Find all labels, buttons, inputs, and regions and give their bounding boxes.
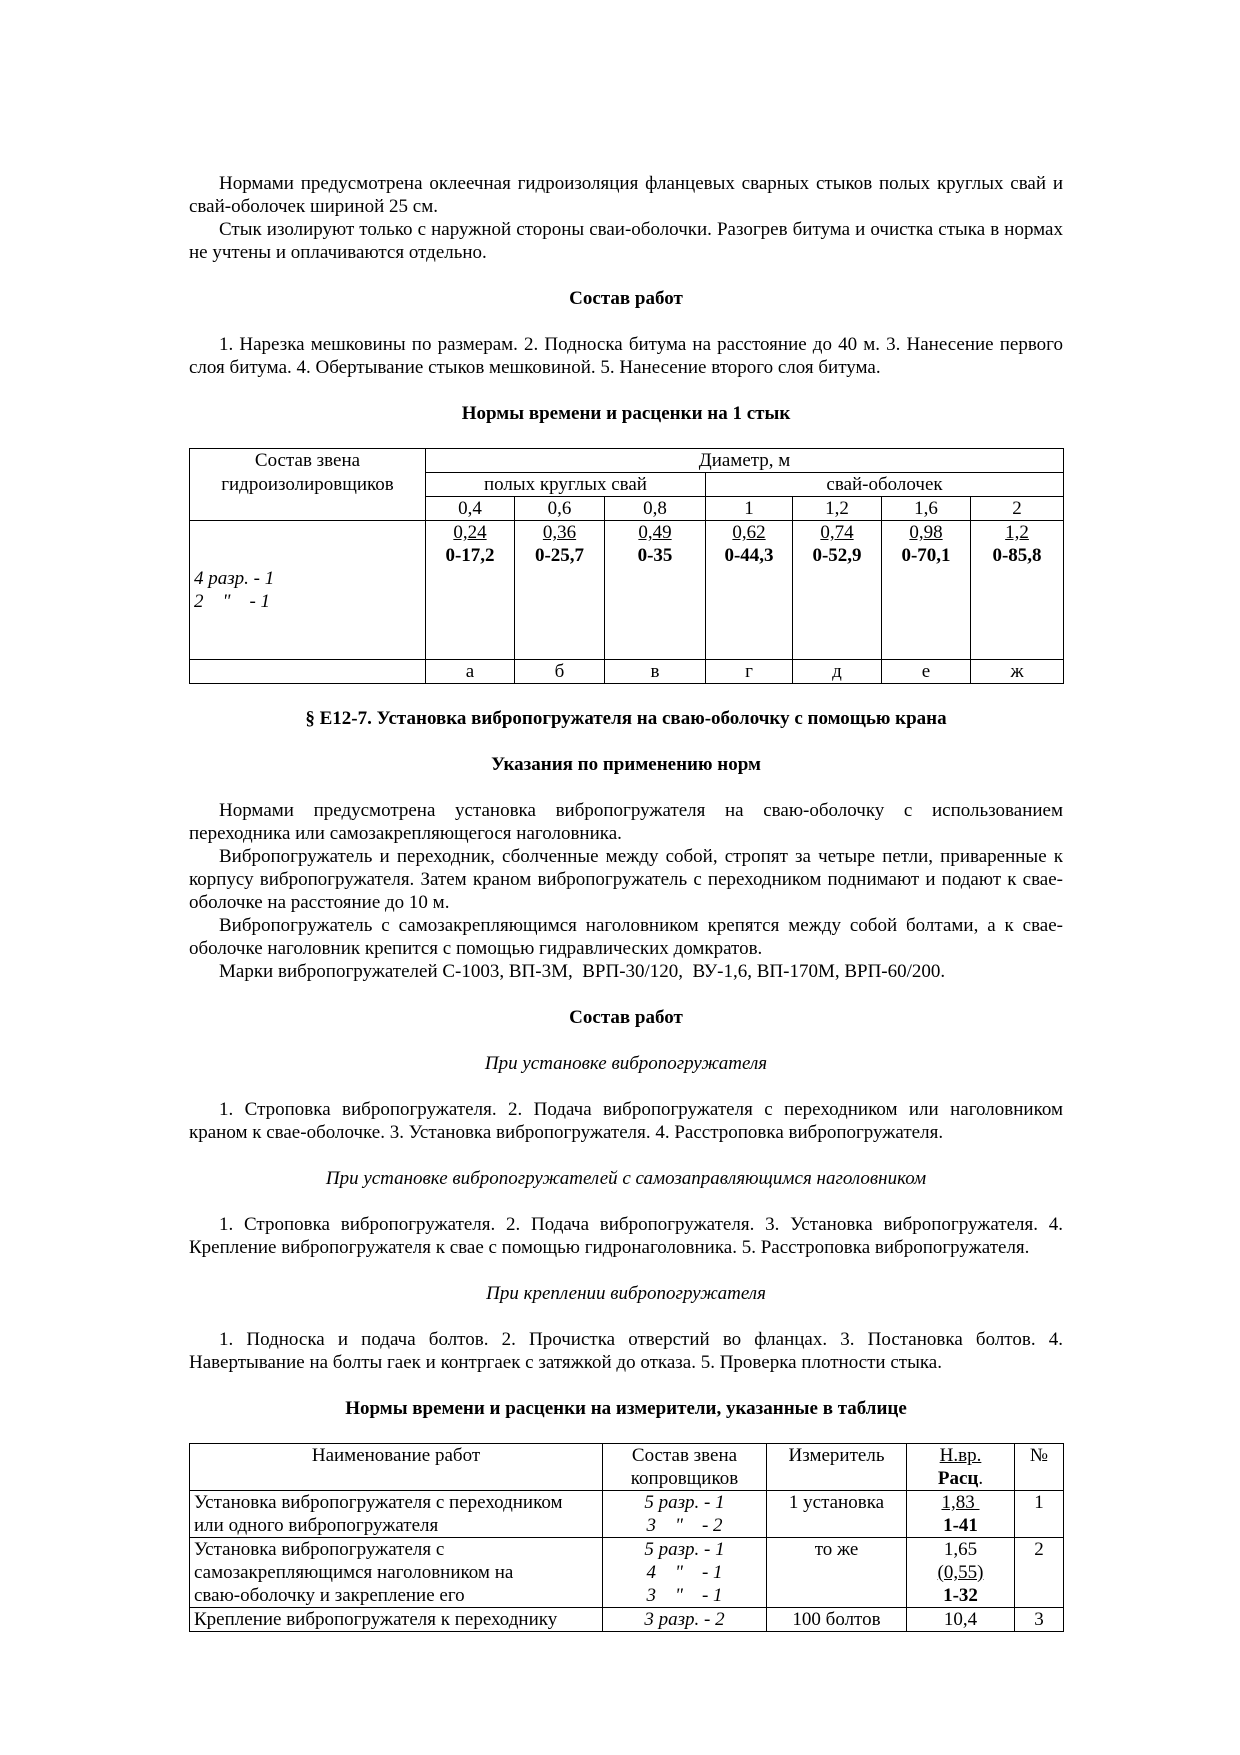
norms-heading-1: Нормы времени и расценки на 1 стык xyxy=(461,403,791,424)
guidance-paragraph: Марки вибропогружателей С-1003, ВП-3М, ВРП-30/120, ВУ-1,6, ВП-170М, ВРП-60/200. xyxy=(219,961,946,982)
diameter-cell: 1 xyxy=(706,497,793,521)
norm-cell: 0,49 0-35 xyxy=(605,521,706,660)
subheading-install: При установке вибропогружателя xyxy=(484,1053,768,1074)
diameter-cell: 0,6 xyxy=(515,497,605,521)
norm-cell: 0,62 0-44,3 xyxy=(706,521,793,660)
crew-header-2: гидроизолировщиков xyxy=(190,473,426,497)
document-page xyxy=(189,172,1063,1632)
work-heading-2: Состав работ xyxy=(569,1007,683,1028)
work-text-1: 1. Нарезка мешковины по размерам. 2. Подноска битума на расстояние до 40 м. 3. Нанесение первого слоя битума. 4. Обертывание стыков мешковиной. 5. Нанесение второго слоя битума. xyxy=(189,334,1063,378)
letter-cell: е xyxy=(882,660,971,684)
crew-cell: 4 разр. - 1 2 " - 1 xyxy=(190,521,426,660)
subheading-fastening: При креплении вибропогружателя xyxy=(486,1283,766,1304)
norm-cell: 1,2 0-85,8 xyxy=(971,521,1064,660)
group-shell-piles: свай-оболочек xyxy=(706,473,1064,497)
intro-paragraph-2: Стык изолируют только с наружной стороны сваи-оболочки. Разогрев битума и очистка стыка в нормах не учтены и оплачиваются отдельно. xyxy=(189,219,1063,263)
work-heading-1: Состав работ xyxy=(569,288,683,309)
guidance-paragraph: Вибропогружатель с самозакрепляющимся наголовником крепятся между собой болтами, а к свае-оболочке наголовник крепится с помощью гидравлических домкратов. xyxy=(189,915,1063,959)
install-text: 1. Строповка вибропогружателя. 2. Подача вибропогружателя с переходником или наголовником краном к свае-оболочке. 3. Установка вибропогружателя. 4. Расстроповка вибропогружателя. xyxy=(189,1099,1063,1143)
section-title: § Е12-7. Установка вибропогружателя на сваю-оболочку с помощью крана xyxy=(305,708,947,729)
norm-cell: 0,74 0-52,9 xyxy=(793,521,882,660)
header-unit: Измеритель xyxy=(767,1444,907,1491)
fastening-text: 1. Подноска и подача болтов. 2. Прочистка отверстий во фланцах. 3. Постановка болтов. 4. Навертывание на болты гаек и контргаек с затяжкой до отказа. 5. Проверка плотности стыка. xyxy=(189,1329,1063,1373)
diameter-cell: 0,4 xyxy=(426,497,515,521)
norm-cell: 0,98 0-70,1 xyxy=(882,521,971,660)
install-selfadjusting-text: 1. Строповка вибропогружателя. 2. Подача вибропогружателя. 3. Установка вибропогружателя. 4. Крепление вибропогружателя к свае с помощью гидронаголовника. 5. Расстроповка вибропогружателя. xyxy=(189,1214,1063,1258)
intro-paragraph-1: Нормами предусмотрена оклеечная гидроизоляция фланцевых сварных стыков полых круглых свай и свай-оболочек шириной 25 см. xyxy=(189,173,1063,217)
letter-cell: в xyxy=(605,660,706,684)
header-work-name: Наименование работ xyxy=(190,1444,603,1491)
header-number: № xyxy=(1015,1444,1064,1491)
table-row: Установка вибропогружателя с самозакрепляющимся наголовником на сваю-оболочку и закрепление его 5 разр. - 1 4 " - 1 3 " - 1 то же 1,65 (0,55) 1-32 2 xyxy=(190,1538,1064,1608)
norms-table-1 xyxy=(189,448,1064,684)
letter-cell: б xyxy=(515,660,605,684)
subheading-install-selfadjusting: При установке вибропогружателей с самозаправляющимся наголовником xyxy=(325,1168,927,1189)
table-row: Крепление вибропогружателя к переходнику 3 разр. - 2 100 болтов 10,4 3 xyxy=(190,1608,1064,1632)
group-hollow-piles: полых круглых свай xyxy=(426,473,706,497)
diameter-header: Диаметр, м xyxy=(426,449,1064,473)
norms-table-2 xyxy=(189,1443,1064,1632)
header-crew: Состав звена копровщиков xyxy=(603,1444,767,1491)
guidance-paragraph: Нормами предусмотрена установка вибропогружателя на сваю-оболочку с использованием переходника или самозакрепляющегося наголовника. xyxy=(189,800,1063,844)
letter-cell: д xyxy=(793,660,882,684)
diameter-cell: 1,6 xyxy=(882,497,971,521)
table-row: Установка вибропогружателя с переходником или одного вибропогружателя 5 разр. - 1 3 " - 2 1 установка 1,83 1-41 1 xyxy=(190,1491,1064,1538)
crew-header: Состав звена xyxy=(190,449,426,473)
header-norm-rate: Н.вр. Расц. xyxy=(907,1444,1015,1491)
diameter-cell: 2 xyxy=(971,497,1064,521)
norm-cell: 0,24 0-17,2 xyxy=(426,521,515,660)
guidance-heading: Указания по применению норм xyxy=(491,754,761,775)
letter-cell: г xyxy=(706,660,793,684)
guidance-paragraph: Вибропогружатель и переходник, сболченные между собой, стропят за четыре петли, приваренные к корпусу вибропогружателя. Затем краном вибропогружатель с переходником поднимают и подают к свае-оболочке на расстояние до 10 м. xyxy=(189,846,1063,913)
letter-cell: ж xyxy=(971,660,1064,684)
norm-cell: 0,36 0-25,7 xyxy=(515,521,605,660)
norms-heading-2: Нормы времени и расценки на измерители, указанные в таблице xyxy=(345,1398,907,1419)
letter-cell: а xyxy=(426,660,515,684)
diameter-cell: 1,2 xyxy=(793,497,882,521)
diameter-cell: 0,8 xyxy=(605,497,706,521)
